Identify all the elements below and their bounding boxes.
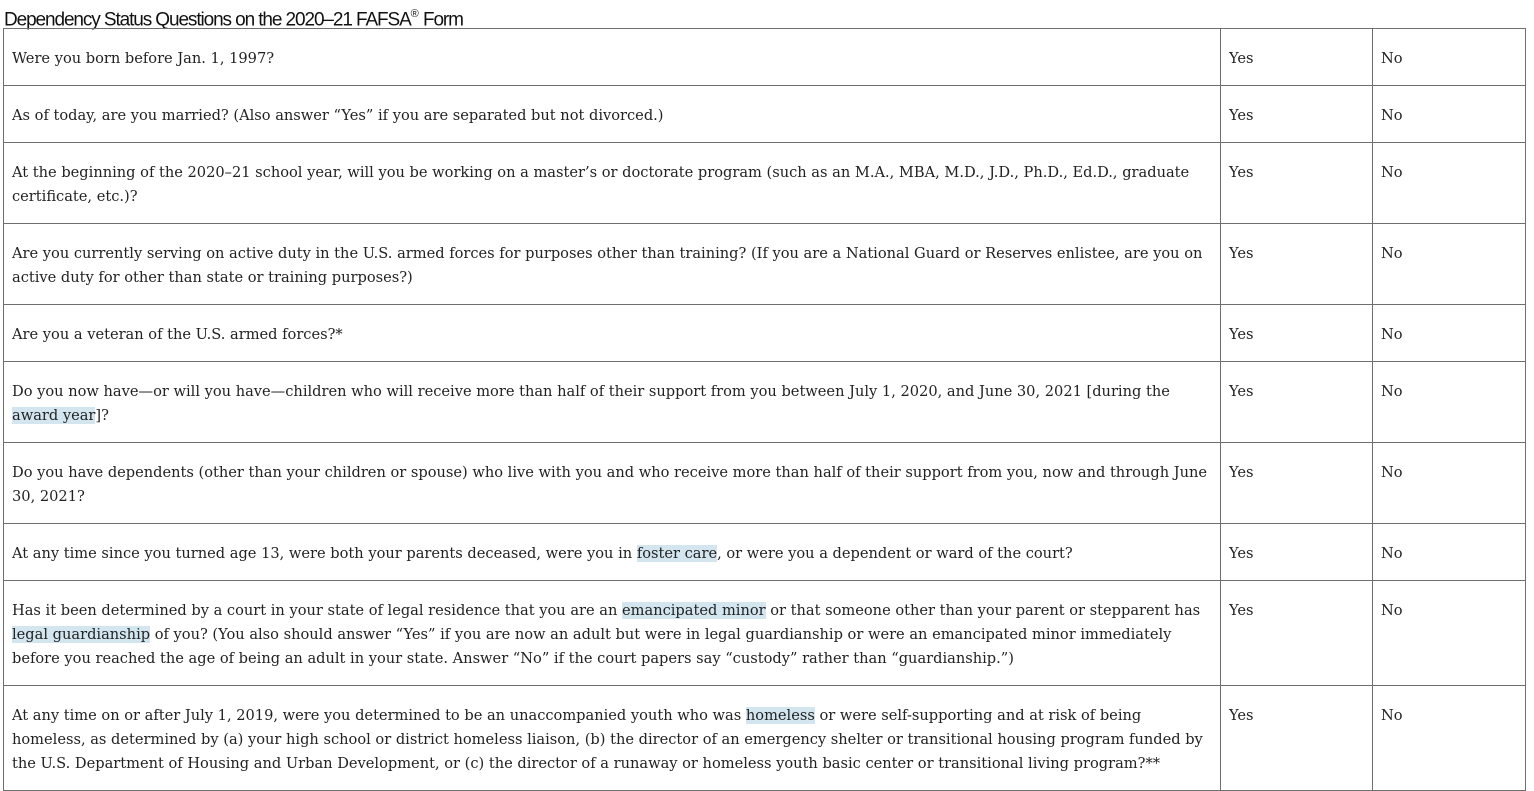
no-answer: No	[1373, 443, 1526, 524]
question-text: , or were you a dependent or ward of the court?	[717, 545, 1073, 562]
question-cell	[4, 686, 1221, 791]
question-text: As of today, are you married? (Also answer “Yes” if you are separated but not divorced.)	[12, 107, 664, 124]
table-body	[4, 29, 1526, 791]
no-answer: No	[1373, 581, 1526, 686]
no-answer: No	[1373, 86, 1526, 143]
no-answer: No	[1373, 305, 1526, 362]
question-cell	[4, 581, 1221, 686]
yes-answer: Yes	[1221, 524, 1373, 581]
question-text: or that someone other than your parent or stepparent has	[765, 602, 1201, 619]
yes-answer: Yes	[1221, 29, 1373, 86]
table-row	[4, 686, 1526, 791]
question-text: At any time on or after July 1, 2019, were you determined to be an unaccompanied youth who was	[12, 707, 746, 724]
question-text: Do you now have—or will you have—children who will receive more than half of their support from you between July 1, 2020, and June 30, 2021 [during the	[12, 383, 1170, 400]
no-answer: No	[1373, 362, 1526, 443]
question-text: Do you have dependents (other than your children or spouse) who live with you and who receive more than half of their support from you, now and through June 30, 2021?	[12, 464, 1208, 505]
no-answer: No	[1373, 224, 1526, 305]
question-text: Were you born before Jan. 1, 1997?	[12, 50, 275, 67]
question-text: Has it been determined by a court in your state of legal residence that you are an	[12, 602, 623, 619]
yes-answer: Yes	[1221, 581, 1373, 686]
question-cell	[4, 224, 1221, 305]
question-cell	[4, 86, 1221, 143]
no-answer: No	[1373, 524, 1526, 581]
question-text: of you? (You also should answer “Yes” if you are now an adult but were in legal guardianship or were an emancipated minor immediately before you reached the age of being an adult in your state. Answer “No” if the court papers say “custody” rather than “guardianship.”)	[12, 626, 1172, 667]
table-row	[4, 143, 1526, 224]
yes-answer: Yes	[1221, 305, 1373, 362]
page-title-suffix: Form	[418, 9, 463, 31]
question-text: or were self-supporting and at risk of being homeless, as determined by (a) your high school or district homeless liaison, (b) the director of an emergency shelter or transitional housing program funded by the U.S. Department of Housing and Urban Development, or (c) the director of a runaway or homeless youth basic center or transitional living program?**	[12, 707, 1203, 772]
yes-answer: Yes	[1221, 143, 1373, 224]
highlighted-term[interactable]: award year	[12, 407, 96, 424]
table-row	[4, 443, 1526, 524]
question-cell	[4, 143, 1221, 224]
yes-answer: Yes	[1221, 362, 1373, 443]
question-text: ]?	[95, 407, 109, 424]
question-cell	[4, 443, 1221, 524]
highlighted-term[interactable]: homeless	[745, 707, 815, 724]
table-row	[4, 224, 1526, 305]
no-answer: No	[1373, 143, 1526, 224]
yes-answer: Yes	[1221, 224, 1373, 305]
highlighted-term[interactable]: legal guardianship	[12, 626, 151, 643]
question-cell	[4, 362, 1221, 443]
dependency-questions-table	[3, 28, 1526, 791]
yes-answer: Yes	[1221, 686, 1373, 791]
no-answer: No	[1373, 29, 1526, 86]
highlighted-term[interactable]: foster care	[636, 545, 718, 562]
no-answer: No	[1373, 686, 1526, 791]
table-row	[4, 29, 1526, 86]
registered-mark: ®	[410, 8, 419, 20]
yes-answer: Yes	[1221, 443, 1373, 524]
yes-answer: Yes	[1221, 86, 1373, 143]
question-text: At any time since you turned age 13, were both your parents deceased, were you in	[12, 545, 637, 562]
question-cell	[4, 305, 1221, 362]
table-row	[4, 362, 1526, 443]
table-row	[4, 581, 1526, 686]
page-title-text: Dependency Status Questions on the 2020–21 FAFSA	[4, 9, 411, 31]
table-row	[4, 524, 1526, 581]
table-row	[4, 86, 1526, 143]
table-row	[4, 305, 1526, 362]
question-text: Are you a veteran of the U.S. armed forces?*	[12, 326, 343, 343]
question-cell	[4, 524, 1221, 581]
question-cell	[4, 29, 1221, 86]
question-text: Are you currently serving on active duty in the U.S. armed forces for purposes other than training? (If you are a National Guard or Reserves enlistee, are you on active duty for other than state or training purposes?)	[12, 245, 1203, 286]
highlighted-term[interactable]: emancipated minor	[622, 602, 766, 619]
question-text: At the beginning of the 2020–21 school year, will you be working on a master’s or doctorate program (such as an M.A., MBA, M.D., J.D., Ph.D., Ed.D., graduate certificate, etc.)?	[12, 164, 1190, 205]
